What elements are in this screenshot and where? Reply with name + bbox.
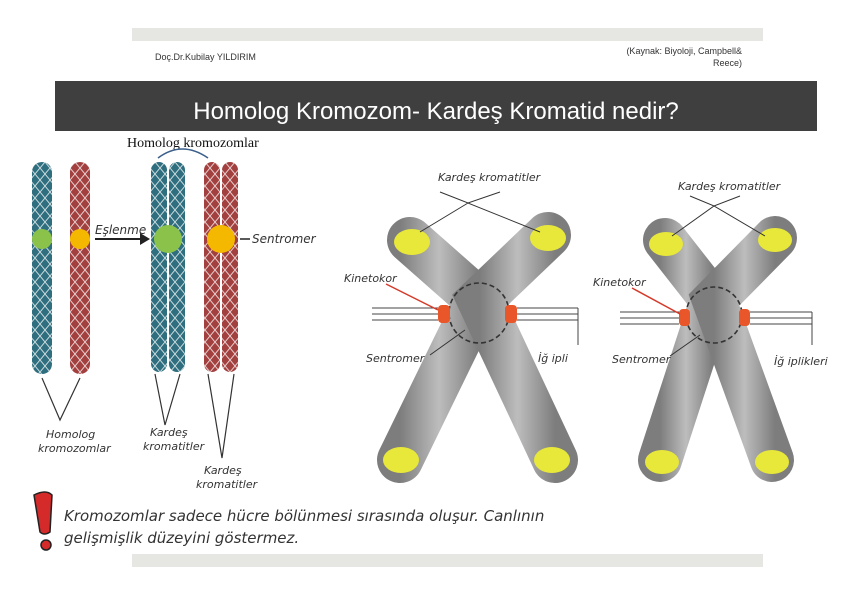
x-chromosome-1 — [372, 192, 578, 473]
kinetochore-1a — [438, 305, 450, 323]
note-line-1: Kromozomlar sadece hücre bölünmesi sırasında oluşur. Canlının — [64, 507, 545, 525]
sentromer-label-x2: Sentromer — [612, 353, 671, 366]
homolog-label-line2: kromozomlar — [38, 442, 111, 455]
kinetochore-2b — [739, 309, 750, 326]
homolog-caption: Homolog kromozomlar — [127, 136, 259, 151]
kardes-label-x2: Kardeş kromatitler — [678, 180, 781, 193]
source-line-1: (Kaynak: Biyoloji, Campbell& — [626, 46, 742, 56]
source-line-2: Reece) — [712, 58, 742, 68]
duplicated-pair — [151, 162, 238, 372]
centromere-yellow — [70, 229, 90, 249]
homolog-bracket — [158, 149, 208, 158]
bottom-decor-bar — [132, 554, 763, 567]
author-label: Doç.Dr.Kubilay YILDIRIM — [155, 52, 256, 62]
ig-label-x1: İğ ipli — [538, 352, 568, 365]
exclamation-icon — [34, 492, 52, 550]
x-chromosome-2 — [620, 196, 812, 474]
kardes2-label-line1: Kardeş — [204, 464, 242, 477]
kardes2-label-line2: kromatitler — [196, 478, 258, 491]
centromere-yellow-dup — [207, 225, 235, 253]
kardes-label-x1: Kardeş kromatitler — [438, 171, 541, 184]
sentromer-label-left: Sentromer — [252, 232, 316, 246]
homolog-label-line1: Homolog — [46, 428, 96, 441]
slide-title: Homolog Kromozom- Kardeş Kromatid nedir? — [193, 98, 679, 125]
ig-label-x2: İğ iplikleri — [774, 355, 828, 368]
kinetokor-label-x2: Kinetokor — [593, 276, 646, 289]
eslenme-label: Eşlenme — [95, 223, 147, 237]
kinetochore-1b — [505, 305, 517, 323]
homolog-pair-left — [32, 162, 90, 374]
centromere-green — [32, 229, 52, 249]
kardes1-label-line1: Kardeş — [150, 426, 188, 439]
note-line-2: gelişmişlik düzeyini göstermez. — [64, 529, 300, 547]
centromere-green-dup — [154, 225, 182, 253]
kinetokor-label-x1: Kinetokor — [344, 272, 397, 285]
kinetochore-2a — [679, 309, 690, 326]
kardes1-label-line2: kromatitler — [143, 440, 205, 453]
sentromer-label-x1: Sentromer — [366, 352, 425, 365]
